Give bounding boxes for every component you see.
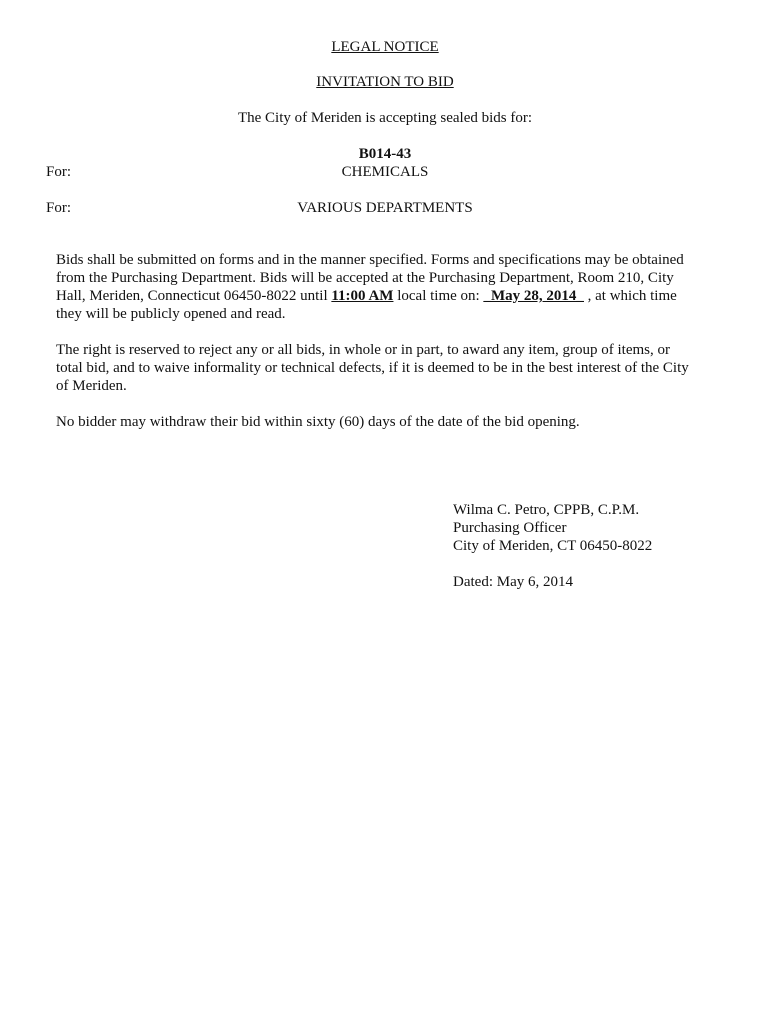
bid-number: B014-43 (358, 146, 412, 162)
bid-item: CHEMICALS (341, 164, 429, 180)
dated-line: Dated: May 6, 2014 (453, 574, 573, 590)
signer-address: City of Meriden, CT 06450-8022 (453, 538, 653, 554)
bid-time: 11:00 AM (331, 288, 394, 304)
for-label-bid: For: (46, 164, 72, 180)
signer-name: Wilma C. Petro, CPPB, C.P.M. (453, 502, 640, 518)
notice-title: LEGAL NOTICE (331, 39, 439, 55)
paragraph-text: Hall, Meriden, Connecticut 06450-8022 until (56, 288, 332, 304)
bid-departments: VARIOUS DEPARTMENTS (297, 200, 473, 216)
paragraph-line: from the Purchasing Department. Bids will be accepted at the Purchasing Department, Room 210, City (56, 270, 674, 286)
paragraph-line: total bid, and to waive informality or technical defects, if it is deemed to be in the best interest of the City (56, 360, 689, 376)
rights-paragraph (56, 341, 706, 395)
submission-paragraph (56, 251, 706, 323)
for-label-departments: For: (46, 200, 72, 216)
paragraph-text: , at which time (583, 288, 677, 304)
signer-title: Purchasing Officer (453, 520, 567, 536)
paragraph-line: The right is reserved to reject any or all bids, in whole or in part, to award any item, group of items, or (56, 342, 670, 358)
notice-subtitle: INVITATION TO BID (316, 74, 454, 90)
paragraph-line: Bids shall be submitted on forms and in the manner specified. Forms and specifications may be obtained (56, 252, 684, 268)
paragraph-line: of Meriden. (56, 378, 127, 394)
intro-text: The City of Meriden is accepting sealed bids for: (237, 110, 533, 126)
withdrawal-paragraph (56, 413, 706, 431)
paragraph-text: local time on: (393, 288, 484, 304)
paragraph-line: they will be publicly opened and read. (56, 306, 286, 322)
bid-date: _May 28, 2014_ (483, 288, 584, 304)
paragraph-line (56, 287, 706, 305)
paragraph-line: No bidder may withdraw their bid within sixty (60) days of the date of the bid opening. (56, 414, 580, 430)
